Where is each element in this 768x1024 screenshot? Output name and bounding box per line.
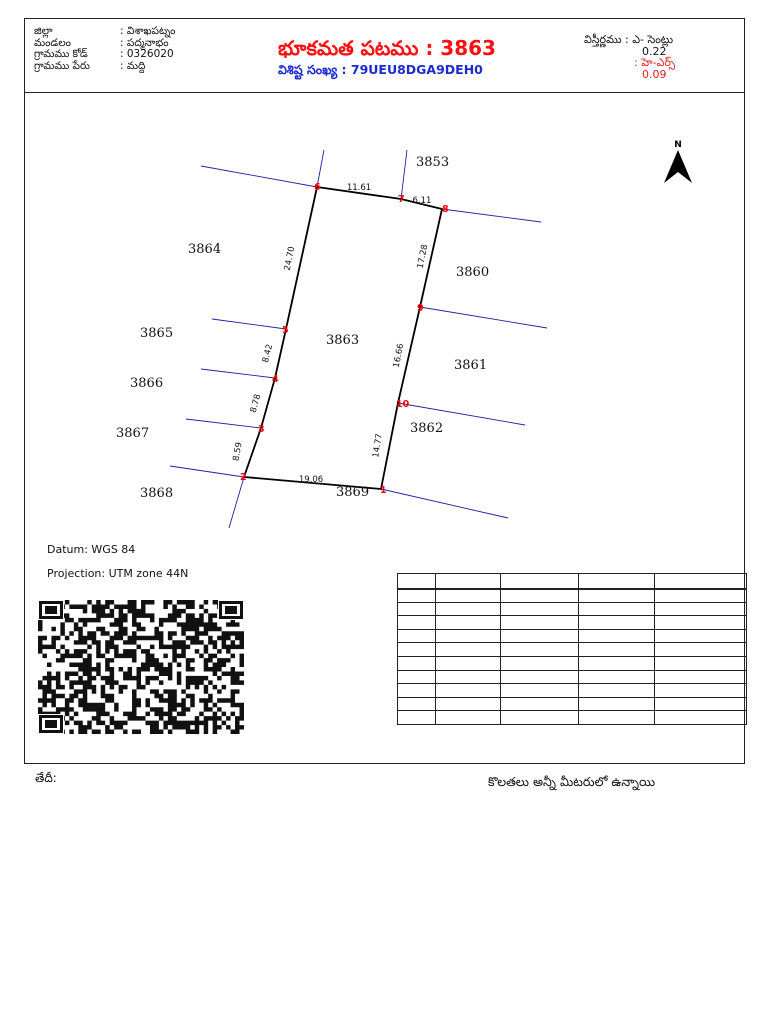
- mandal-value: : పద్మనాభం: [120, 36, 169, 49]
- neighbor-boundary-line: [201, 369, 275, 378]
- area-hectares-value: 0.09: [642, 67, 667, 81]
- north-label: N: [674, 140, 682, 150]
- table-cell: [579, 602, 655, 616]
- table-cell: [398, 670, 436, 684]
- neighbor-parcel-label: 3853: [416, 155, 450, 170]
- table-cell: [436, 643, 501, 657]
- table-cell: [501, 643, 579, 657]
- neighbor-boundary-line: [442, 209, 541, 222]
- table-row: [398, 602, 747, 616]
- table-row: [398, 684, 747, 698]
- table-cell: [579, 711, 655, 725]
- neighbor-parcel-label: 3869: [336, 485, 370, 500]
- table-cell: [655, 711, 747, 725]
- vertex-label: 9: [417, 303, 424, 314]
- neighbor-parcel-label: 3861: [454, 358, 488, 373]
- table-cell: [501, 574, 579, 589]
- mandal-label: మండలం: [34, 36, 71, 49]
- edge-length-label: 8.42: [260, 343, 276, 364]
- neighbor-boundary-line: [229, 477, 244, 528]
- table-cell: [501, 711, 579, 725]
- edge-length-label: 8.59: [231, 441, 245, 462]
- table-row: [398, 629, 747, 643]
- edge-length-label: 8.78: [248, 393, 264, 414]
- table-row: [398, 711, 747, 725]
- neighbor-boundary-line: [381, 489, 508, 518]
- table-cell: [501, 629, 579, 643]
- table-cell: [436, 574, 501, 589]
- neighbor-boundary-line: [420, 307, 547, 328]
- table-cell: [655, 574, 747, 589]
- vertex-label: 2: [240, 472, 247, 483]
- edge-length-label: 24.70: [282, 245, 298, 272]
- projection-text: Projection: UTM zone 44N: [47, 567, 189, 580]
- vertex-label: 4: [272, 374, 279, 385]
- table-cell: [398, 711, 436, 725]
- table-cell: [436, 602, 501, 616]
- parcel-number-label: 3863: [326, 333, 360, 348]
- vertex-label: 6: [314, 182, 321, 193]
- table-cell: [398, 643, 436, 657]
- edge-length-label: 11.61: [346, 183, 372, 193]
- coordinate-table: [397, 573, 747, 725]
- table-cell: [436, 670, 501, 684]
- table-row: [398, 656, 747, 670]
- neighbor-parcel-label: 3868: [140, 486, 174, 501]
- district-label: జిల్లా: [34, 25, 53, 37]
- village-name-label: గ్రామము పేరు: [34, 59, 90, 72]
- table-cell: [398, 616, 436, 630]
- table-cell: [501, 602, 579, 616]
- datum-text: Datum: WGS 84: [47, 543, 136, 556]
- table-cell: [655, 670, 747, 684]
- qr-code-icon: [38, 600, 244, 734]
- table-cell: [655, 616, 747, 630]
- area-acres-value: 0.22: [642, 44, 667, 58]
- table-cell: [579, 574, 655, 589]
- neighbor-parcel-label: 3865: [140, 326, 174, 341]
- neighbor-boundary-line: [186, 419, 261, 428]
- table-row: [398, 616, 747, 630]
- edge-length-label: 16.66: [391, 342, 407, 369]
- table-cell: [436, 697, 501, 711]
- neighbor-boundary-line: [212, 319, 286, 329]
- table-cell: [501, 656, 579, 670]
- edge-length-label: 17.28: [415, 243, 431, 270]
- neighbor-boundary-line: [170, 466, 244, 477]
- vertex-label: 1: [380, 485, 387, 496]
- table-cell: [655, 684, 747, 698]
- area-hectares-label: : హె-ఎర్స్: [634, 56, 676, 69]
- unique-id: విశిష్ట సంఖ్య : 79UEU8DGA9DEH0: [278, 62, 483, 77]
- vertex-label: 8: [442, 204, 449, 215]
- vertex-label: 10: [396, 399, 410, 410]
- village-code-value: : 0326020: [120, 48, 174, 60]
- edge-length-label: 14.77: [371, 432, 385, 459]
- table-cell: [501, 589, 579, 603]
- table-cell: [398, 629, 436, 643]
- table-cell: [579, 643, 655, 657]
- measurement-note: కొలతలు అన్నీ మీటరులో ఉన్నాయి: [488, 774, 656, 789]
- table-cell: [655, 629, 747, 643]
- table-row: [398, 697, 747, 711]
- table-cell: [579, 656, 655, 670]
- table-cell: [579, 629, 655, 643]
- table-cell: [579, 697, 655, 711]
- table-cell: [398, 656, 436, 670]
- table-row: [398, 643, 747, 657]
- neighbor-boundary-line: [401, 150, 407, 199]
- neighbor-parcel-label: 3866: [130, 376, 164, 391]
- table-cell: [579, 589, 655, 603]
- table-row: [398, 589, 747, 603]
- table-cell: [501, 616, 579, 630]
- edge-length-label: 6.11: [412, 196, 432, 206]
- village-code-label: గ్రామము కోడ్: [34, 48, 88, 60]
- table-cell: [436, 684, 501, 698]
- table-cell: [579, 684, 655, 698]
- neighbor-parcel-label: 3860: [456, 265, 490, 280]
- map-title: భూకమత పటము : 3863: [278, 36, 496, 60]
- table-cell: [398, 684, 436, 698]
- vertex-label: 5: [282, 325, 289, 336]
- table-cell: [436, 711, 501, 725]
- table-cell: [655, 602, 747, 616]
- area-acres-label: విస్తీర్ణము : ఎ- సెంట్లు: [584, 33, 674, 46]
- table-cell: [398, 602, 436, 616]
- table-cell: [436, 616, 501, 630]
- north-arrow-icon: [664, 140, 692, 183]
- table-cell: [579, 616, 655, 630]
- neighbor-parcel-label: 3867: [116, 426, 150, 441]
- table-cell: [398, 574, 436, 589]
- village-name-value: : మద్ది: [120, 59, 146, 72]
- table-cell: [501, 684, 579, 698]
- table-cell: [579, 670, 655, 684]
- table-cell: [501, 697, 579, 711]
- table-cell: [398, 697, 436, 711]
- district-value: : విశాఖపట్నం: [120, 25, 176, 37]
- neighbor-parcel-label: 3862: [410, 421, 444, 436]
- table-cell: [655, 643, 747, 657]
- table-row: [398, 670, 747, 684]
- table-cell: [436, 629, 501, 643]
- table-cell: [436, 656, 501, 670]
- vertex-label: 3: [258, 424, 265, 435]
- table-cell: [501, 670, 579, 684]
- edge-length-label: 19.06: [298, 475, 324, 485]
- vertex-label: 7: [398, 194, 405, 205]
- table-cell: [655, 589, 747, 603]
- table-cell: [398, 589, 436, 603]
- table-cell: [655, 697, 747, 711]
- neighbor-boundary-line: [201, 166, 317, 187]
- table-cell: [436, 589, 501, 603]
- neighbor-parcel-label: 3864: [188, 242, 222, 257]
- table-header-row: [398, 574, 747, 589]
- date-label: తేదీ:: [35, 771, 57, 785]
- table-cell: [655, 656, 747, 670]
